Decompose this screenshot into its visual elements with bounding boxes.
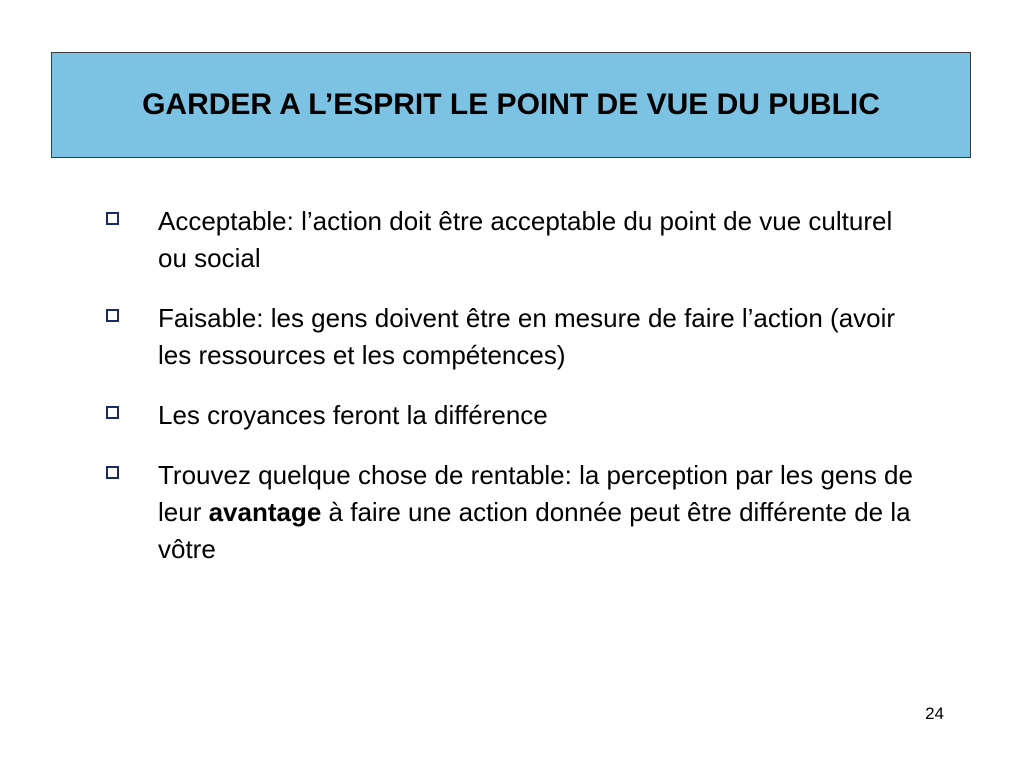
bullet-text: Les croyances feront la différence <box>158 400 548 430</box>
bullet-item-faisable <box>104 300 924 374</box>
bullet-item-acceptable <box>104 203 924 277</box>
bullet-text: Faisable: les gens doivent être en mesure de faire l’action (avoir les ressources et les compétences) <box>158 303 896 370</box>
bullet-item-croyances <box>104 397 924 434</box>
hollow-square-bullet-icon <box>104 203 158 240</box>
bullet-list <box>104 203 924 591</box>
title-banner <box>51 52 971 158</box>
hollow-square-bullet-icon <box>104 397 158 434</box>
page-number: 24 <box>925 704 944 723</box>
hollow-square-bullet-icon <box>104 300 158 337</box>
bullet-text-after: à faire une action donnée peut être différente de la vôtre <box>158 497 911 564</box>
bullet-text-before: Trouvez quelque chose de rentable: la perception par les gens de leur <box>158 460 913 527</box>
slide-title: GARDER A L’ESPRIT LE POINT DE VUE DU PUBLIC <box>142 88 880 121</box>
bullet-text-emphasis: avantage <box>208 497 322 527</box>
bullet-text <box>158 457 924 568</box>
bullet-item-rentable <box>104 457 924 568</box>
bullet-text: Acceptable: l’action doit être acceptable du point de vue culturel ou social <box>158 206 893 273</box>
hollow-square-bullet-icon <box>104 457 158 494</box>
